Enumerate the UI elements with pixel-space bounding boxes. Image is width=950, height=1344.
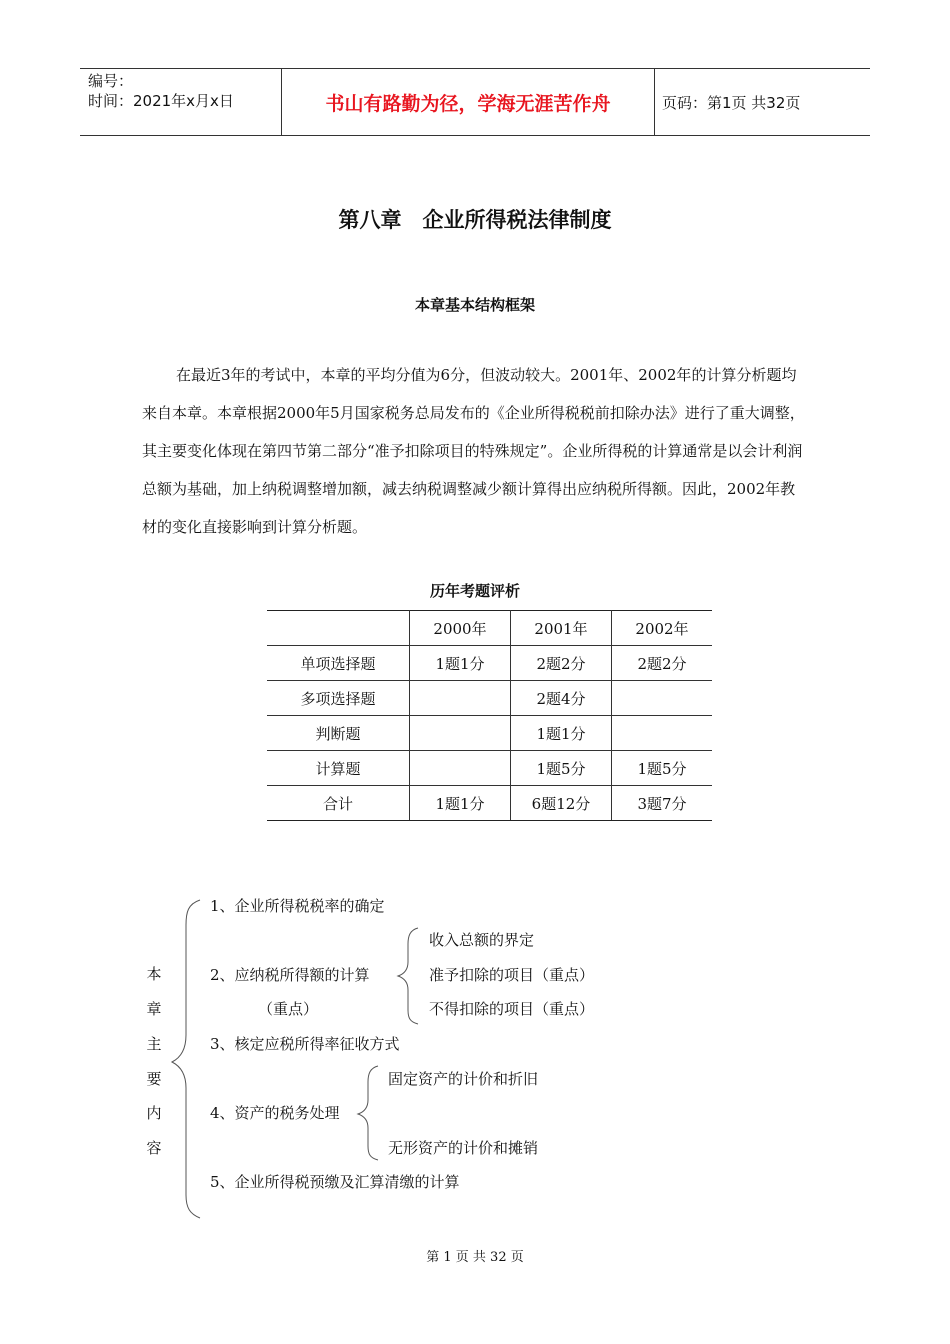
table-cell: 1题5分 — [612, 751, 713, 786]
section-title: 本章基本结构框架 — [414, 296, 535, 314]
outline-item-5: 5、企业所得税预缴及汇算清缴的计算 — [210, 1173, 460, 1191]
outline-item-2-sub: 不得扣除的项目（重点） — [429, 1000, 595, 1018]
outline-item-1: 1、企业所得税税率的确定 — [210, 897, 385, 915]
outline-item-2-sub: 收入总额的界定 — [429, 931, 535, 949]
outline-item-4: 4、资产的税务处理 — [210, 1104, 340, 1122]
page-footer: 第 1 页 共 32 页 — [426, 1250, 524, 1265]
outline-root-char: 主 — [146, 1035, 162, 1053]
table-cell: 2题4分 — [511, 681, 612, 716]
time-label: 时间：2021年x月x日 — [88, 92, 234, 110]
table-title: 历年考题评析 — [429, 582, 520, 600]
outline-root-char: 内 — [146, 1104, 162, 1122]
main-brace — [172, 900, 200, 1218]
chapter-title: 第八章 企业所得税法律制度 — [338, 208, 612, 232]
outline-item-2: 2、应纳税所得额的计算 — [210, 966, 370, 984]
table-cell: 多项选择题 — [267, 681, 410, 716]
header-motto: 书山有路勤为径，学海无涯苦作舟 — [325, 92, 611, 115]
number-label: 编号： — [88, 72, 134, 90]
table-cell: 1题1分 — [511, 716, 612, 751]
header-page-info: 页码：第1页 共32页 — [662, 93, 801, 112]
outline-item-2-note: （重点） — [258, 1000, 319, 1018]
table-header-cell: 2002年 — [612, 611, 713, 646]
table-cell: 3题7分 — [612, 786, 713, 821]
intro-text: 在最近3年的考试中，本章的平均分值为6分，但波动较大。2001年、2002年的计算分析题均来自本章。本章根据2000年5月国家税务总局发布的《企业所得税税前扣除办法》进行了重大调整，其主要变化体现在第四节第二部分“准予扣除项目的特殊规定”。企业所得税的计算通常是以会计利润总额为基础，加上纳税调整增加额，减去纳税调整减少额计算得出应纳税所得额。因此，2002年教材的变化直接影响到计算分析题。 — [142, 366, 805, 536]
table-cell: 1题5分 — [511, 751, 612, 786]
item2-brace — [398, 928, 418, 1024]
outline-item-3: 3、核定应税所得率征收方式 — [210, 1035, 400, 1053]
table-cell: 判断题 — [267, 716, 410, 751]
item4-brace — [358, 1066, 378, 1160]
table-cell: 计算题 — [267, 751, 410, 786]
table-header-cell: 2000年 — [410, 611, 511, 646]
outline-root-char: 本 — [146, 965, 162, 983]
table-cell: 1题1分 — [410, 786, 511, 821]
table-cell: 2题2分 — [612, 646, 713, 681]
outline-root-char: 要 — [146, 1070, 162, 1088]
outline-item-4-sub: 无形资产的计价和摊销 — [388, 1139, 539, 1157]
outline-root-char: 容 — [146, 1139, 162, 1157]
table-cell: 2题2分 — [511, 646, 612, 681]
table-cell: 6题12分 — [511, 786, 612, 821]
outline-item-4-sub: 固定资产的计价和折旧 — [388, 1070, 539, 1088]
table-cell: 合计 — [267, 786, 410, 821]
table-cell: 1题1分 — [410, 646, 511, 681]
table-cell: 单项选择题 — [267, 646, 410, 681]
outline-root-char: 章 — [146, 1000, 162, 1018]
outline-item-2-sub: 准予扣除的项目（重点） — [429, 966, 595, 984]
table-header-cell: 2001年 — [511, 611, 612, 646]
